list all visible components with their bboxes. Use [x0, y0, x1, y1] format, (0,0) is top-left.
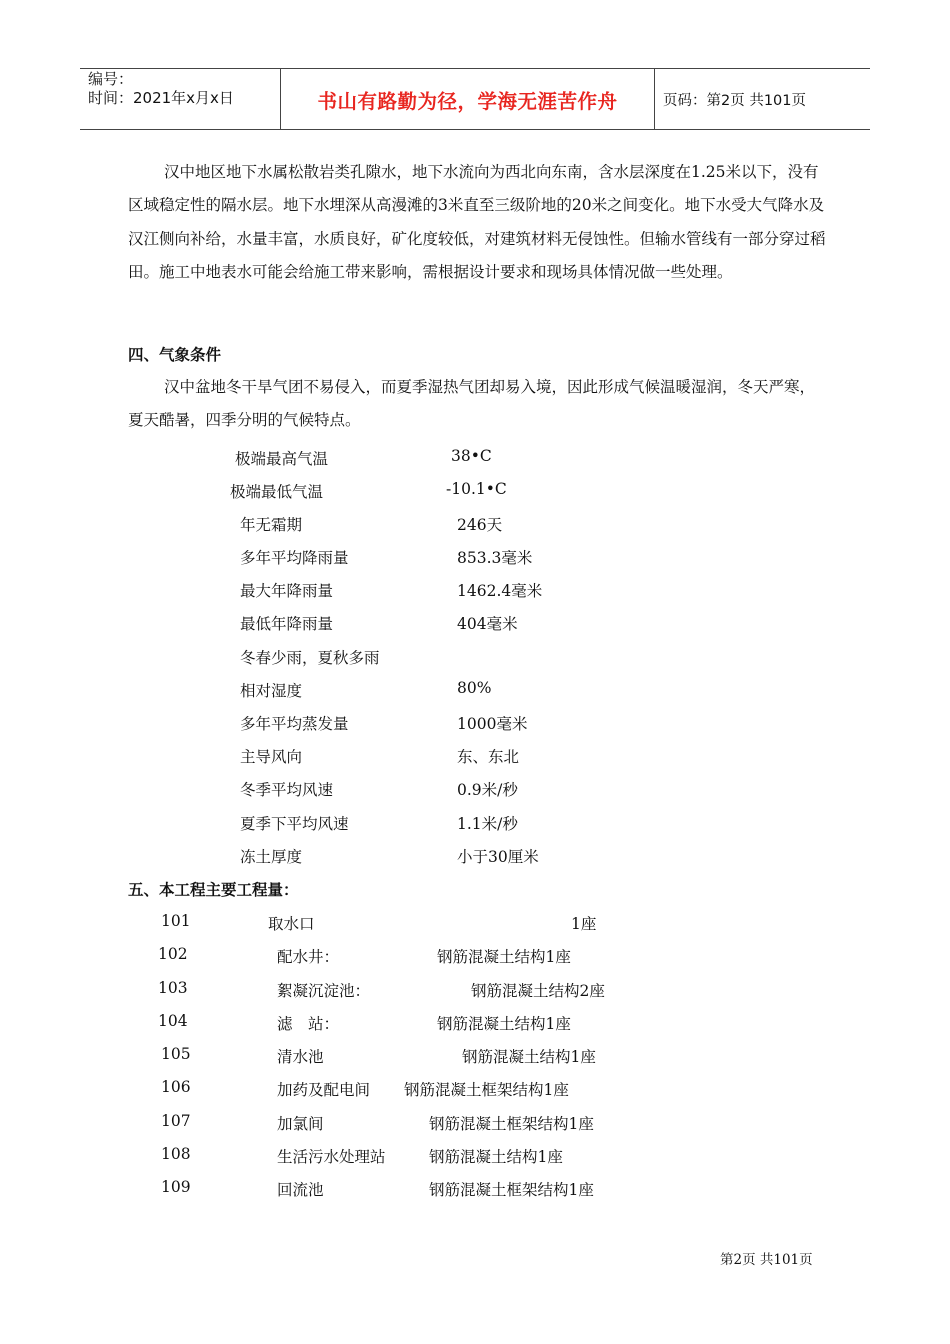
section4-heading: 四、气象条件: [128, 346, 222, 364]
climate-value: 853.3毫米: [457, 549, 533, 567]
climate-label: 冻土厚度: [240, 848, 303, 866]
work-code: 104: [158, 1012, 188, 1030]
work-name: 取水口: [268, 915, 315, 933]
work-code: 107: [161, 1112, 191, 1130]
climate-label: 冬季平均风速: [240, 781, 334, 799]
climate-value: 246天: [457, 516, 503, 534]
climate-label: 极端最低气温: [230, 483, 324, 501]
work-code: 109: [161, 1178, 191, 1196]
climate-label: 极端最高气温: [235, 450, 329, 468]
climate-value: 404毫米: [457, 615, 518, 633]
work-code: 106: [161, 1078, 191, 1096]
section4-paragraph: 汉中盆地冬干旱气团不易侵入，而夏季湿热气团却易入境，因此形成气候温暖湿润，冬天严寒，夏天酷暑，四季分明的气候特点。: [128, 378, 816, 430]
work-desc: 钢筋混凝土结构1座: [437, 948, 571, 966]
header-top-rule: [80, 68, 870, 69]
work-desc: 1座: [571, 915, 597, 933]
climate-value: 80%: [457, 679, 492, 697]
climate-label: 多年平均降雨量: [240, 549, 349, 567]
work-desc: 钢筋混凝土结构1座: [437, 1015, 571, 1033]
climate-value: 1.1米/秒: [457, 815, 518, 833]
climate-value: -10.1•C: [446, 480, 507, 498]
work-name: 回流池: [277, 1181, 324, 1199]
work-name: 滤 站：: [277, 1015, 340, 1033]
climate-label: 多年平均蒸发量: [240, 715, 349, 733]
climate-value: 小于30厘米: [457, 848, 539, 866]
climate-label: 最大年降雨量: [240, 582, 334, 600]
intro-paragraph: 汉中地区地下水属松散岩类孔隙水，地下水流向为西北向东南，含水层深度在1.25米以下，没有区域稳定性的隔水层。地下水埋深从高漫滩的3米直至三级阶地的20米之间变化。地下水受大气降水及汉江侧向补给，水量丰富，水质良好，矿化度较低，对建筑材料无侵蚀性。但输水管线有一部分穿过稻田。施工中地表水可能会给施工带来影响，需根据设计要求和现场具体情况做一些处理。: [128, 163, 826, 282]
work-desc: 钢筋混凝土结构2座: [471, 982, 605, 1000]
climate-label: 最低年降雨量: [240, 615, 334, 633]
work-desc: 钢筋混凝土框架结构1座: [429, 1115, 594, 1133]
header-meta: [88, 70, 234, 108]
work-code: 108: [161, 1145, 191, 1163]
climate-value: 38•C: [451, 447, 492, 465]
work-desc: 钢筋混凝土结构1座: [462, 1048, 596, 1066]
section5-heading: 五、本工程主要工程量：: [128, 881, 299, 899]
work-name: 生活污水处理站: [277, 1148, 386, 1166]
work-desc: 钢筋混凝土框架结构1座: [429, 1181, 594, 1199]
work-desc: 钢筋混凝土结构1座: [429, 1148, 563, 1166]
climate-label: 夏季下平均风速: [240, 815, 349, 833]
header-bottom-rule: [80, 129, 870, 130]
climate-label: 年无霜期: [240, 516, 303, 534]
work-code: 102: [158, 945, 188, 963]
climate-label: 主导风向: [240, 748, 303, 766]
header-divider-right: [654, 68, 655, 130]
footer-page-number: 第2页 共101页: [720, 1252, 813, 1268]
work-name: 配水井：: [277, 948, 340, 966]
work-code: 103: [158, 979, 188, 997]
work-code: 105: [161, 1045, 191, 1063]
work-name: 加药及配电间: [277, 1081, 371, 1099]
work-name: 加氯间: [277, 1115, 324, 1133]
header-motto: 书山有路勤为径，学海无涯苦作舟: [317, 90, 618, 113]
work-code: 101: [161, 912, 191, 930]
climate-value: 0.9米/秒: [457, 781, 518, 799]
climate-value: 1462.4毫米: [457, 582, 543, 600]
work-name: 絮凝沉淀池：: [277, 982, 371, 1000]
climate-label: 冬春少雨，夏秋多雨: [240, 649, 380, 667]
work-desc: 钢筋混凝土框架结构1座: [404, 1081, 569, 1099]
code-label: 编号：: [88, 70, 134, 88]
time-label: 时间：2021年x月x日: [88, 89, 234, 107]
work-name: 清水池: [277, 1048, 324, 1066]
climate-label: 相对湿度: [240, 682, 303, 700]
header-page-label: 页码：第2页 共101页: [663, 93, 807, 109]
climate-value: 1000毫米: [457, 715, 528, 733]
climate-value: 东、东北: [457, 748, 520, 766]
